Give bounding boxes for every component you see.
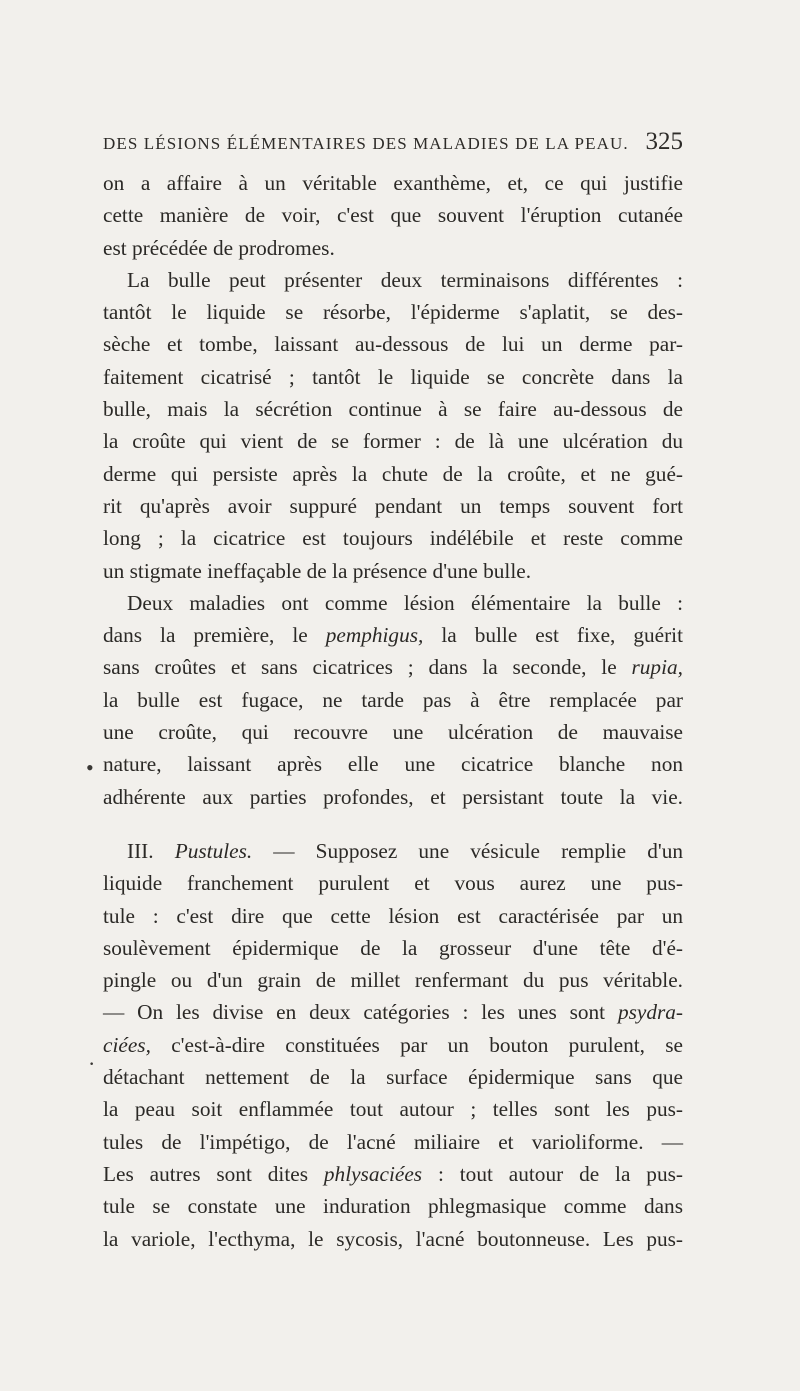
text-line [103,651,683,683]
text-line: sèche et tombe, laissant au-dessous de lui un derme par- [103,332,683,357]
italic-term: ciées, [103,1032,151,1057]
text-line: derme qui persiste après la chute de la croûte, et ne gué- [103,461,683,486]
text-segment: dans la première, le [103,623,308,648]
text-line: on a affaire à un véritable exanthème, et, ce qui justifie [103,171,683,195]
text-line: soulèvement épidermique de la grosseur d'une tête d'é- [103,935,683,960]
body-text [103,167,683,1255]
text-line: bulle, mais la sécrétion continue à se faire au-dessous de [103,397,683,422]
text-line [103,619,683,651]
text-line [103,835,683,867]
section-number: III. [127,838,154,863]
text-line: long ; la cicatrice est toujours indélébile et reste comme [103,526,683,551]
text-line [103,1158,683,1190]
page-header [103,128,683,158]
margin-mark: • [86,755,94,780]
italic-term: psydra- [617,1000,684,1025]
text-segment: Les autres sont dites [103,1161,308,1186]
text-segment: la bulle est fixe, guérit [441,623,684,648]
text-segment: c'est-à-dire constituées par un bouton purulent, se [171,1032,683,1057]
text-line: la croûte qui vient de se former : de là une ulcération du [103,429,683,454]
text-line: rit qu'après avoir suppuré pendant un temps souvent fort [103,493,683,518]
text-line: La bulle peut présenter deux terminaisons différentes : [127,267,683,292]
text-segment: — Supposez une vésicule remplie d'un [273,838,684,863]
italic-term: pemphigus, [325,623,424,648]
text-line: détachant nettement de la surface épidermique sans que [103,1065,683,1090]
text-line: la variole, l'ecthyma, le sycosis, l'acné boutonneuse. Les pus- [103,1226,683,1251]
text-line: la peau soit enflammée tout autour ; telles sont les pus- [103,1097,683,1122]
text-line: tule : c'est dire que cette lésion est caractérisée par un [103,903,683,928]
italic-term: phlysaciées [323,1161,423,1186]
text-line: une croûte, qui recouvre une ulcération de mauvaise [103,720,683,745]
text-segment: sans croûtes et sans cicatrices ; dans la seconde, le [103,655,617,680]
margin-mark: · [88,1051,96,1076]
page-number: 325 [645,128,683,155]
text-line: un stigmate ineffaçable de la présence d'une bulle. [103,558,532,583]
italic-term: rupia, [631,655,683,680]
text-line: liquide franchement purulent et vous aurez une pus- [103,871,683,896]
section-title: Pustules. [174,838,253,863]
text-line: est précédée de prodromes. [103,235,335,260]
text-line: adhérente aux parties profondes, et persistant toute la vie. [103,784,683,809]
text-line: tules de l'impétigo, de l'acné miliaire et varioliforme. — [103,1129,683,1154]
text-segment: — On les divise en deux catégories : les unes sont [103,1000,606,1025]
text-line [103,1029,683,1061]
text-line: nature, laissant après elle une cicatrice blanche non [103,752,683,777]
text-line: Deux maladies ont comme lésion élémentaire la bulle : [127,590,683,615]
text-line: cette manière de voir, c'est que souvent l'éruption cutanée [103,203,683,228]
text-line: tantôt le liquide se résorbe, l'épiderme s'aplatit, se des- [103,300,683,325]
running-title: DES LÉSIONS ÉLÉMENTAIRES DES MALADIES DE LA PEAU. [103,134,629,153]
text-line: tule se constate une induration phlegmasique comme dans [103,1194,683,1219]
text-line [103,996,683,1028]
text-line: faitement cicatrisé ; tantôt le liquide se concrète dans la [103,364,683,389]
text-line: pingle ou d'un grain de millet renfermant du pus véritable. [103,968,683,993]
text-line: la bulle est fugace, ne tarde pas à être remplacée par [103,687,683,712]
text-segment: : tout autour de la pus- [437,1161,683,1186]
